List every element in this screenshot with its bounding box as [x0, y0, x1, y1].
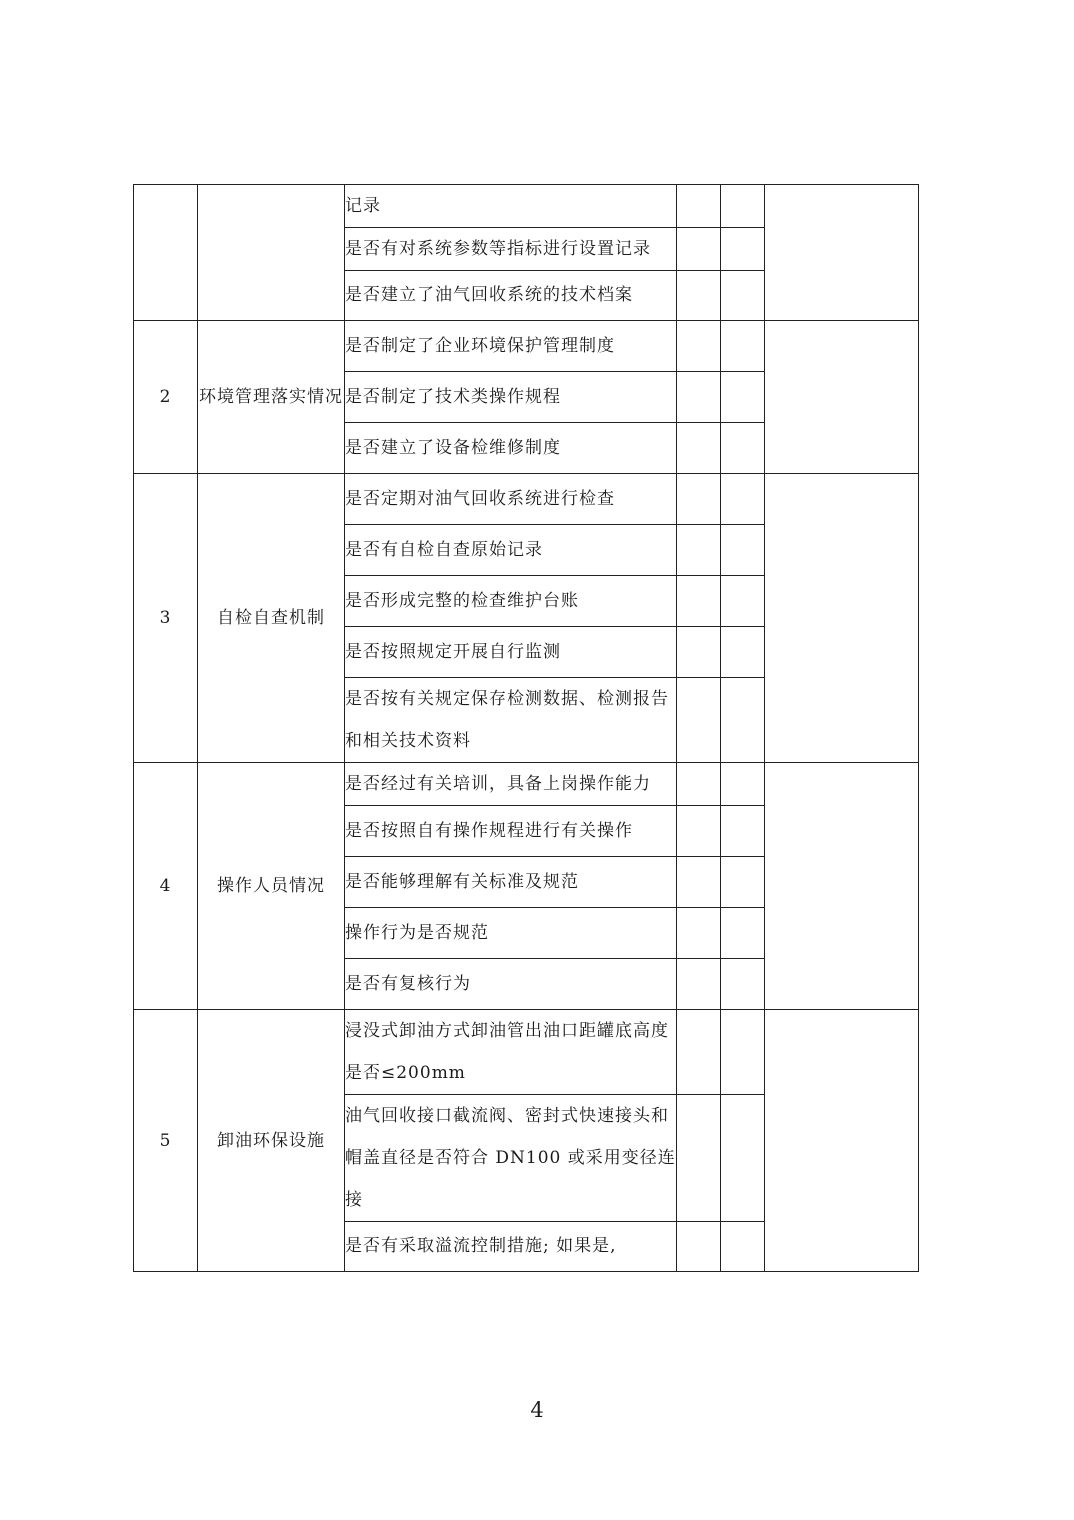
- yes-check-cell: [677, 423, 721, 474]
- yes-check-cell: [677, 1222, 721, 1272]
- no-check-cell: [721, 959, 765, 1010]
- yes-check-cell: [677, 1095, 721, 1222]
- yes-check-cell: [677, 806, 721, 857]
- check-item: 是否制定了企业环境保护管理制度: [345, 321, 677, 372]
- inspection-checklist-table: [133, 184, 919, 1272]
- check-item: 记录: [345, 185, 677, 228]
- check-item: 是否有自检自查原始记录: [345, 525, 677, 576]
- check-item: 是否经过有关培训，具备上岗操作能力: [345, 763, 677, 806]
- remarks-cell: [765, 185, 919, 321]
- table-row: [134, 763, 919, 806]
- table-row: [134, 1010, 919, 1095]
- no-check-cell: [721, 857, 765, 908]
- check-item: 是否形成完整的检查维护台账: [345, 576, 677, 627]
- check-item: 油气回收接口截流阀、密封式快速接头和帽盖直径是否符合 DN100 或采用变径连接: [345, 1095, 677, 1222]
- check-item: 是否按照规定开展自行监测: [345, 627, 677, 678]
- no-check-cell: [721, 474, 765, 525]
- remarks-cell: [765, 321, 919, 474]
- remarks-cell: [765, 1010, 919, 1272]
- yes-check-cell: [677, 857, 721, 908]
- no-check-cell: [721, 806, 765, 857]
- no-check-cell: [721, 228, 765, 271]
- yes-check-cell: [677, 627, 721, 678]
- check-item: 是否有对系统参数等指标进行设置记录: [345, 228, 677, 271]
- check-item: 操作行为是否规范: [345, 908, 677, 959]
- yes-check-cell: [677, 474, 721, 525]
- page-number: 4: [530, 1398, 544, 1422]
- row-number: 3: [134, 474, 198, 763]
- no-check-cell: [721, 908, 765, 959]
- no-check-cell: [721, 1095, 765, 1222]
- check-item: 是否有复核行为: [345, 959, 677, 1010]
- no-check-cell: [721, 525, 765, 576]
- row-number: 2: [134, 321, 198, 474]
- yes-check-cell: [677, 185, 721, 228]
- no-check-cell: [721, 321, 765, 372]
- yes-check-cell: [677, 959, 721, 1010]
- check-item: 是否能够理解有关标准及规范: [345, 857, 677, 908]
- remarks-cell: [765, 474, 919, 763]
- no-check-cell: [721, 1222, 765, 1272]
- check-item: 是否制定了技术类操作规程: [345, 372, 677, 423]
- no-check-cell: [721, 423, 765, 474]
- no-check-cell: [721, 576, 765, 627]
- no-check-cell: [721, 627, 765, 678]
- table-row: [134, 321, 919, 372]
- no-check-cell: [721, 372, 765, 423]
- row-number: [134, 185, 198, 321]
- yes-check-cell: [677, 763, 721, 806]
- category-cell: 环境管理落实情况: [198, 321, 345, 474]
- category-cell: 操作人员情况: [198, 763, 345, 1010]
- category-cell: [198, 185, 345, 321]
- no-check-cell: [721, 271, 765, 321]
- check-item: 是否按有关规定保存检测数据、检测报告和相关技术资料: [345, 678, 677, 763]
- yes-check-cell: [677, 271, 721, 321]
- check-item: 是否有采取溢流控制措施; 如果是,: [345, 1222, 677, 1272]
- yes-check-cell: [677, 321, 721, 372]
- row-number: 5: [134, 1010, 198, 1272]
- check-item: 是否定期对油气回收系统进行检查: [345, 474, 677, 525]
- check-item: 浸没式卸油方式卸油管出油口距罐底高度是否≤200mm: [345, 1010, 677, 1095]
- yes-check-cell: [677, 228, 721, 271]
- table-row: [134, 474, 919, 525]
- no-check-cell: [721, 185, 765, 228]
- yes-check-cell: [677, 576, 721, 627]
- no-check-cell: [721, 763, 765, 806]
- check-item: 是否按照自有操作规程进行有关操作: [345, 806, 677, 857]
- category-cell: 卸油环保设施: [198, 1010, 345, 1272]
- row-number: 4: [134, 763, 198, 1010]
- no-check-cell: [721, 1010, 765, 1095]
- yes-check-cell: [677, 525, 721, 576]
- category-cell: 自检自查机制: [198, 474, 345, 763]
- yes-check-cell: [677, 678, 721, 763]
- check-item: 是否建立了设备检维修制度: [345, 423, 677, 474]
- no-check-cell: [721, 678, 765, 763]
- yes-check-cell: [677, 1010, 721, 1095]
- remarks-cell: [765, 763, 919, 1010]
- yes-check-cell: [677, 908, 721, 959]
- yes-check-cell: [677, 372, 721, 423]
- check-item: 是否建立了油气回收系统的技术档案: [345, 271, 677, 321]
- table-row: [134, 185, 919, 228]
